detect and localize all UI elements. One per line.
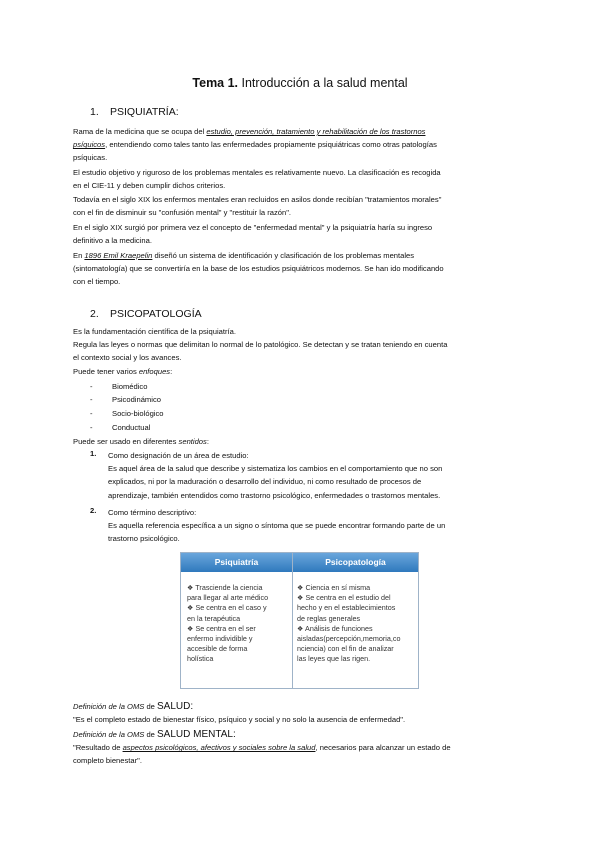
- title-bold: Tema 1.: [192, 76, 239, 90]
- page-title: [0, 76, 600, 90]
- text: en el CIE-11 y deben cumplir dichos criterios.: [73, 181, 226, 191]
- table-cell-line: de reglas generales: [297, 613, 361, 623]
- text: Es aquel área de la salud que describe y sistematiza los cambios en el comportamiento que no son: [108, 464, 443, 474]
- list-dash: -: [90, 382, 93, 391]
- text: Regula las leyes o normas que delimitan lo normal de lo patológico. Se detectan y se tratan teniendo en cuenta: [73, 340, 448, 350]
- definition-salud-mental: [73, 728, 533, 768]
- italic-text: Definición de la OMS: [73, 730, 145, 739]
- text: Puede ser usado en diferentes: [73, 437, 179, 446]
- text: Es aquella referencia específica a un signo o síntoma que se puede encontrar formando parte de un: [108, 521, 446, 531]
- table-cell-line: ❖ Se centra en el ser: [187, 623, 256, 633]
- table-cell-line: ❖ Análisis de funciones: [297, 623, 373, 633]
- table-column-psicopatologia: [297, 583, 400, 665]
- table-cell-line: para llegar al arte médico: [187, 593, 269, 603]
- text: el contexto social y los avances.: [73, 353, 182, 363]
- text: , necesarios para alcanzar un estado de: [315, 743, 451, 753]
- table-cell-line: ❖ Se centra en el estudio del: [297, 593, 391, 603]
- text: psíquicas.: [73, 153, 108, 163]
- definition-text: completo bienestar".: [73, 756, 142, 766]
- table-header-psicopatologia: Psicopatología: [325, 557, 386, 567]
- section2-intro: [73, 325, 525, 378]
- definition-text: "Es el completo estado de bienestar físico, psíquico y social y no solo la ausencia de enfermedad".: [73, 715, 406, 725]
- text: con el fin de disminuir su "confusión mental" y "restituir la razón".: [73, 208, 292, 218]
- section2-heading: [90, 308, 202, 320]
- section1-paragraph1: [73, 125, 525, 165]
- ordered-item-1: [108, 449, 523, 502]
- text: diseñó un sistema de identificación y clasificación de los problemas mentales: [152, 251, 415, 260]
- text: definitivo a la medicina.: [73, 236, 152, 246]
- text: Puede tener varios: [73, 366, 139, 376]
- section1-paragraph2: [73, 166, 525, 192]
- text: Es la fundamentación científica de la psiquiatría.: [73, 327, 236, 336]
- table-cell-line: ❖ Se centra en el caso y: [187, 603, 267, 613]
- section1-heading: [90, 106, 179, 118]
- section2-number: 2.: [90, 308, 99, 320]
- text: :: [206, 437, 209, 446]
- text: (sintomatología) que se convertiría en la base de los estudios psiquiátricos modernos. Se han ido modificando: [73, 264, 444, 274]
- ordered-item-number: 1.: [90, 449, 97, 458]
- text: de: [144, 730, 158, 739]
- list-item-text: Biomédico: [112, 382, 148, 391]
- table-cell-line: ❖ Ciencia en sí misma: [297, 583, 371, 592]
- comparison-table: [180, 552, 419, 689]
- table-cell-line: en la terapéutica: [187, 613, 241, 623]
- definition-term: SALUD:: [157, 701, 194, 712]
- text: Todavía en el siglo XIX los enfermos mentales eran recluidos en asilos donde recibían "tratamientos morales": [73, 195, 442, 204]
- italic-text: Definición de la OMS: [73, 702, 145, 711]
- table-cell-line: las leyes que las rigen.: [297, 654, 371, 664]
- list-dash: -: [90, 423, 93, 432]
- italic-text: sentidos: [178, 437, 207, 446]
- text: con el tiempo.: [73, 277, 121, 287]
- underlined-text: aspectos psicológicos, afectivos y sociales sobre la salud: [122, 743, 316, 753]
- table-cell-line: hecho y en el establecimientos: [297, 603, 396, 613]
- text: de: [144, 702, 158, 711]
- text: En el siglo XIX surgió por primera vez el concepto de "enfermedad mental" y la psiquiatría haría su ingreso: [73, 223, 433, 232]
- list-dash: -: [90, 395, 93, 404]
- list-item: [90, 407, 164, 420]
- text: Como designación de un área de estudio:: [108, 451, 249, 460]
- list-item-text: Psicodinámico: [112, 395, 161, 404]
- text: , entendiendo como tales tanto las enfermedades propiamente psiquiátricas como otras patologías: [105, 140, 437, 150]
- italic-text: enfoques: [138, 366, 171, 376]
- section2-title: PSICOPATOLOGÍA: [110, 308, 202, 320]
- table-cell-line: aisladas(percepción,memoria,co: [297, 634, 401, 644]
- table-cell-line: holística: [187, 654, 214, 664]
- text: trastorno psicológico.: [108, 534, 180, 544]
- table-cell-line: accesible de forma: [187, 644, 248, 654]
- underlined-text: psíquicos: [73, 140, 106, 150]
- ordered-item-2: [108, 506, 523, 546]
- list-dash: -: [90, 409, 93, 418]
- text: explicados, ni por la maduración o desarrollo del individuo, ni como resultado de procesos de: [108, 477, 422, 487]
- list-item-text: Conductual: [112, 423, 151, 432]
- section1-paragraph3: [73, 193, 525, 219]
- list-item: [90, 380, 147, 393]
- section1-paragraph5: [73, 249, 525, 289]
- definition-salud: [73, 700, 533, 726]
- text: aprendizaje, también entendidos como trastorno psicológico, enfermedades o trastornos mentales.: [108, 490, 441, 500]
- text: En: [73, 251, 85, 260]
- table-divider: [292, 553, 293, 688]
- section1-number: 1.: [90, 106, 99, 118]
- text: Rama de la medicina que se ocupa del: [73, 127, 207, 136]
- list-item: [90, 393, 161, 406]
- underlined-text: estudio, prevención, tratamiento y rehabilitación de los trastornos: [206, 127, 426, 136]
- text: :: [170, 366, 173, 376]
- table-cell-line: nciencia) con el fin de analizar: [297, 644, 394, 654]
- definition-term: SALUD MENTAL:: [157, 729, 236, 740]
- senses-intro: [73, 435, 525, 448]
- table-cell-line: enfermo individible y: [187, 634, 253, 644]
- title-text: Introducción a la salud mental: [238, 76, 408, 90]
- ordered-item-number: 2.: [90, 506, 97, 515]
- section1-paragraph4: [73, 221, 525, 247]
- underlined-text: 1896 Emil Kraepelin: [84, 251, 153, 260]
- text: "Resultado de: [73, 743, 123, 753]
- list-item: [90, 421, 150, 434]
- table-cell-line: ❖ Trasciende la ciencia: [187, 583, 263, 592]
- table-column-psiquiatria: [187, 583, 268, 665]
- list-item-text: Socio-biológico: [112, 409, 164, 418]
- text: Como término descriptivo:: [108, 508, 197, 517]
- section1-title: PSIQUIATRÍA:: [110, 106, 179, 118]
- table-header-psiquiatria: Psiquiatría: [214, 557, 259, 567]
- text: El estudio objetivo y riguroso de los problemas mentales es relativamente nuevo. La clasificación es recogida: [73, 168, 441, 177]
